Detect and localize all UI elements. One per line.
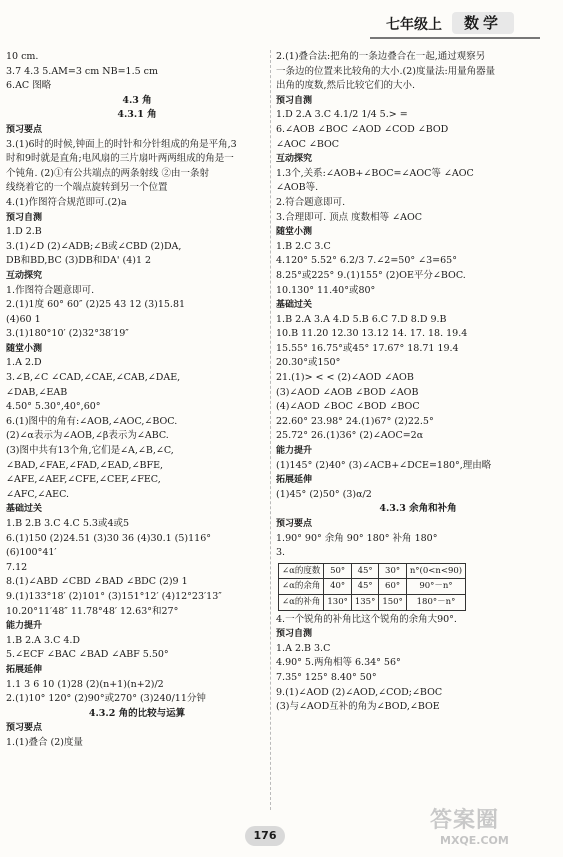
header-rule	[370, 37, 540, 39]
answer-line: 22.60° 23.98° 24.(1)67° (2)22.5°	[276, 415, 434, 427]
answer-line: 个钝角. (2)①有公共端点的两条射线 ②由一条射	[6, 167, 210, 179]
answer-line: 6.(1)图中的角有:∠AOB,∠AOC,∠BOC.	[6, 415, 178, 427]
answer-line: 3.(1)6时的时候,钟面上的时针和分针组成的角是平角,3	[6, 138, 237, 150]
answer-line: 2.(1)1度 60° 60″ (2)25 43 12 (3)15.81	[6, 299, 186, 311]
answer-line: 2.(1)叠合法:把角的一条边叠合在一起,通过观察另	[276, 51, 486, 62]
answer-line: 1.B 2.A 3.C 4.D	[6, 634, 81, 646]
answer-line: 线绕着它的一个端点旋转到另一个位置	[6, 182, 168, 194]
answer-line: (4)∠AOD ∠BOC ∠BOD ∠BOC	[276, 401, 420, 413]
answer-line: (4)60 1	[6, 313, 41, 325]
answer-line: ∠AOB等.	[276, 182, 319, 194]
answer-line: 4.120° 5.52° 6.2/3 7.∠2=50° ∠3=65°	[276, 255, 457, 267]
section-heading: 随堂小测	[276, 227, 313, 238]
section-heading: 互动探究	[276, 154, 313, 165]
answer-line: 3.(1)∠D (2)∠ADB;∠B或∠CBD (2)DA,	[6, 240, 182, 252]
answer-line: 7.12	[6, 561, 28, 573]
page-header	[370, 14, 540, 36]
right-column-bottom	[276, 613, 560, 715]
answer-line: 10.130° 11.40°或80°	[276, 284, 376, 296]
answer-line: 4.一个锐角的补角比这个锐角的余角大90°.	[276, 613, 457, 625]
answer-line: 时和9时就是直角;电风扇的三片扇叶两两组成的角是一	[6, 153, 234, 165]
table-cell: ∠α的度数	[279, 563, 324, 579]
answer-line: 9.(1)∠AOD (2)∠AOD,∠COD;∠BOC	[276, 686, 443, 698]
answer-line: 1.作图符合题意即可.	[6, 284, 95, 296]
answer-line: 1.90° 90° 余角 90° 180° 补角 180°	[276, 532, 438, 544]
answer-line: 20.30°或150°	[276, 357, 341, 369]
answer-line: 一条边的位置来比较角的大小.(2)度量法:用量角器量	[276, 65, 496, 77]
answer-line: 1.B 2.C 3.C	[276, 240, 331, 252]
table-cell: 30°	[379, 563, 406, 579]
answer-line: 1.3个,关系:∠AOB+∠BOC=∠AOC等 ∠AOC	[276, 167, 474, 179]
answer-line: 3.∠B,∠C ∠CAD,∠CAE,∠CAB,∠DAE,	[6, 372, 181, 384]
answer-line: 4.90° 5.两角相等 6.34° 56°	[276, 657, 401, 669]
answer-line: 1.A 2.D	[6, 357, 42, 369]
answer-line: 1.A 2.B 3.C	[276, 642, 331, 654]
answer-line: (2)∠α表示为∠AOB,∠β表示为∠ABC.	[6, 430, 169, 442]
answer-line: 2.符合题意即可.	[276, 196, 346, 208]
table-cell: 90°－n°	[406, 579, 465, 595]
table-cell: ∠α的补角	[279, 594, 324, 610]
answer-line: ∠AFE,∠AEF,∠CFE,∠CEF,∠FEC,	[6, 474, 161, 486]
section-title: 4.3.1 角	[117, 109, 157, 121]
answer-line: (3)图中共有13个角,它们是∠A,∠B,∠C,	[6, 445, 174, 457]
right-column	[276, 50, 560, 715]
table-cell: 150°	[379, 594, 406, 610]
section-heading: 预习自测	[276, 629, 313, 640]
section-heading: 互动探究	[6, 270, 43, 281]
answer-line: 8.(1)∠ABD ∠CBD ∠BAD ∠BDC (2)9 1	[6, 576, 188, 588]
answer-line: 1.B 2.A 3.A 4.D 5.B 6.C 7.D 8.D 9.B	[276, 313, 447, 325]
answer-line: 15.55° 16.75°或45° 17.67° 18.71 19.4	[276, 342, 459, 354]
section-heading: 预习要点	[6, 723, 43, 734]
table-cell: 45°	[351, 579, 378, 595]
table-cell: 50°	[324, 563, 351, 579]
answer-line: (3)与∠AOD互补的角为∠BOD,∠BOE	[276, 701, 440, 713]
section-heading: 预习自测	[6, 212, 43, 223]
answer-line: 10.B 11.20 12.30 13.12 14. 17. 18. 19.4	[276, 328, 468, 340]
subject-badge: 数学	[452, 12, 514, 34]
table-cell: 60°	[379, 579, 406, 595]
left-column	[6, 50, 268, 751]
section-title: 4.3.2 角的比较与运算	[88, 707, 186, 719]
watermark-url: MXQE.COM	[440, 834, 509, 847]
column-divider	[270, 50, 271, 810]
section-heading: 预习要点	[276, 519, 313, 529]
right-column-top	[276, 50, 560, 561]
answer-line: 25.72° 26.(1)36° (2)∠AOC=2α	[276, 430, 424, 442]
answer-line: 6.(1)150 (2)24.51 (3)30 36 (4)30.1 (5)116°	[6, 532, 211, 544]
answer-line: 6.∠AOB ∠BOC ∠AOD ∠COD ∠BOD	[276, 123, 449, 135]
answer-line: 2.(1)10° 120° (2)90°或270° (3)240/11分钟	[6, 693, 206, 705]
answer-line: (1)45° (2)50° (3)α/2	[276, 488, 372, 500]
answer-line: 1.(1)叠合 (2)度量	[6, 736, 83, 748]
table-cell: 130°	[324, 594, 351, 610]
answer-line: 5.∠ECF ∠BAC ∠BAD ∠ABF 5.50°	[6, 649, 169, 661]
answer-line: ∠AOC ∠BOC	[276, 138, 340, 150]
answer-line: 21.(1)> < < (2)∠AOD ∠AOB	[276, 372, 414, 384]
section-heading: 拓展延伸	[276, 475, 313, 486]
answer-line: (1)145° (2)40° (3)∠ACB+∠DCE=180°,理由略	[276, 459, 492, 471]
answer-line: 3.7 4.3 5.AM=3 cm NB=1.5 cm	[6, 65, 158, 77]
answer-line: 4.50° 5.30°,40°,60°	[6, 401, 101, 413]
answer-line: 出角的度数,然后比较它们的大小.	[276, 80, 416, 92]
answer-line: 3.合理即可. 顶点 度数相等 ∠AOC	[276, 211, 423, 223]
answer-line: 6.AC 图略	[6, 80, 52, 92]
section-heading: 基础过关	[276, 300, 313, 311]
answer-line: 3.	[276, 547, 286, 559]
section-heading: 基础过关	[6, 504, 43, 515]
section-title: 4.3.3 余角和补角	[379, 503, 457, 515]
section-heading: 能力提升	[6, 621, 43, 632]
table-cell: 180°－n°	[406, 594, 465, 610]
grade-label: 七年级上	[386, 17, 442, 33]
table-row	[279, 563, 466, 579]
section-heading: 预习要点	[6, 124, 43, 135]
table-cell: ∠α的余角	[279, 579, 324, 595]
answer-line: 1.D 2.B	[6, 226, 42, 238]
page-number: 176	[245, 826, 285, 846]
answer-line: (6)100°41′	[6, 547, 57, 559]
answer-line: 4.(1)作图符合规范即可.(2)a	[6, 196, 127, 208]
answer-line: ∠AFC,∠AEC.	[6, 488, 70, 500]
section-heading: 预习自测	[276, 95, 313, 106]
table-row	[279, 579, 466, 595]
answer-line: DB和BD,BC (3)DB和DA' (4)1 2	[6, 255, 152, 267]
watermark-logo: 答案圈	[430, 808, 500, 833]
section-heading: 随堂小测	[6, 343, 43, 354]
answer-line: ∠BAD,∠FAE,∠FAD,∠EAD,∠BFE,	[6, 459, 164, 471]
answer-line: 10 cm.	[6, 51, 39, 62]
table-row	[279, 594, 466, 610]
answer-line: 1.1 3 6 10 (1)28 (2)(n+1)(n+2)/2	[6, 678, 164, 690]
answer-line: ∠DAB,∠EAB	[6, 386, 68, 398]
angle-table	[278, 563, 466, 611]
table-cell: 135°	[351, 594, 378, 610]
answer-line: 1.B 2.B 3.C 4.C 5.3或4或5	[6, 518, 130, 529]
answer-line: 9.(1)133°18′ (2)101° (3)151°12′ (4)12°23′13″	[6, 590, 222, 602]
answer-line: 7.35° 125° 8.40° 50°	[276, 671, 377, 683]
answer-line: 3.(1)180°10′ (2)32°38′19″	[6, 328, 129, 340]
answer-line: (3)∠AOD ∠AOB ∠BOD ∠AOB	[276, 386, 419, 398]
section-heading: 拓展延伸	[6, 664, 43, 675]
answer-line: 1.D 2.A 3.C 4.1/2 1/4 5.> =	[276, 109, 408, 121]
section-heading: 能力提升	[276, 446, 313, 457]
table-cell: n°(0<n<90)	[406, 563, 465, 579]
table-cell: 45°	[351, 563, 378, 579]
section-title: 4.3 角	[122, 94, 152, 106]
table-cell: 40°	[324, 579, 351, 595]
answer-line: 8.25°或225° 9.(1)155° (2)OE平分∠BOC.	[276, 269, 466, 281]
answer-line: 10.20°11′48″ 11.78°48′ 12.63°和27°	[6, 605, 179, 617]
